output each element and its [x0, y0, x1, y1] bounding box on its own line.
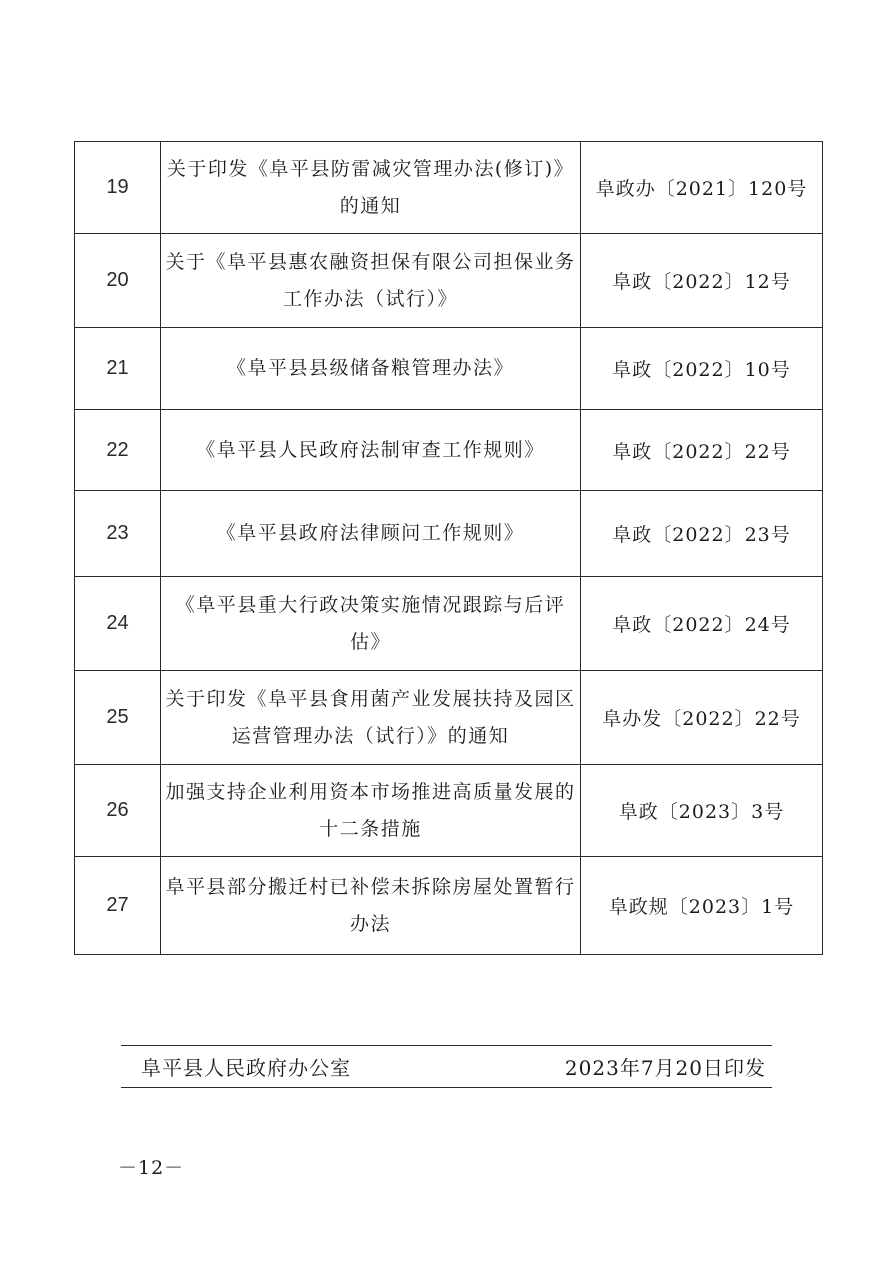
- document-title: 《阜平县重大行政决策实施情况跟踪与后评估》: [161, 577, 581, 671]
- footer-imprint: [141, 1052, 766, 1081]
- row-number: 19: [75, 142, 161, 234]
- issue-date: 2023年7月20日印发: [564, 1056, 766, 1080]
- document-number: 阜政〔2022〕24号: [581, 577, 823, 671]
- document-title: 阜平县部分搬迁村已补偿未拆除房屋处置暂行办法: [161, 857, 581, 955]
- footer-top-rule: [121, 1045, 772, 1046]
- table-row: [75, 671, 823, 765]
- row-number: 24: [75, 577, 161, 671]
- row-number: 27: [75, 857, 161, 955]
- page-number: －12－: [118, 1157, 185, 1179]
- row-number: 25: [75, 671, 161, 765]
- table-row: [75, 234, 823, 328]
- document-number: 阜办发〔2022〕22号: [581, 671, 823, 765]
- row-number: 21: [75, 328, 161, 410]
- document-number: 阜政〔2022〕22号: [581, 410, 823, 491]
- document-number: 阜政〔2023〕3号: [581, 765, 823, 857]
- document-number: 阜政〔2022〕12号: [581, 234, 823, 328]
- table-row: [75, 577, 823, 671]
- document-title: 关于印发《阜平县食用菌产业发展扶持及园区运营管理办法（试行）》的通知: [161, 671, 581, 765]
- document-title: 《阜平县县级储备粮管理办法》: [161, 328, 581, 410]
- row-number: 26: [75, 765, 161, 857]
- issuing-office: 阜平县人民政府办公室: [141, 1056, 351, 1080]
- document-title: 《阜平县人民政府法制审查工作规则》: [161, 410, 581, 491]
- table-row: [75, 142, 823, 234]
- footer-bottom-rule: [121, 1087, 772, 1088]
- table-row: [75, 765, 823, 857]
- table-row: [75, 491, 823, 577]
- row-number: 22: [75, 410, 161, 491]
- document-number: 阜政办〔2021〕120号: [581, 142, 823, 234]
- document-title: 关于《阜平县惠农融资担保有限公司担保业务工作办法（试行）》: [161, 234, 581, 328]
- document-number: 阜政〔2022〕10号: [581, 328, 823, 410]
- row-number: 23: [75, 491, 161, 577]
- document-list-table: [74, 141, 823, 955]
- document-number: 阜政规〔2023〕1号: [581, 857, 823, 955]
- document-title: 加强支持企业利用资本市场推进高质量发展的十二条措施: [161, 765, 581, 857]
- table-row: [75, 328, 823, 410]
- document-title: 关于印发《阜平县防雷减灾管理办法(修订)》的通知: [161, 142, 581, 234]
- table-row: [75, 857, 823, 955]
- document-number: 阜政〔2022〕23号: [581, 491, 823, 577]
- table-row: [75, 410, 823, 491]
- row-number: 20: [75, 234, 161, 328]
- document-title: 《阜平县政府法律顾问工作规则》: [161, 491, 581, 577]
